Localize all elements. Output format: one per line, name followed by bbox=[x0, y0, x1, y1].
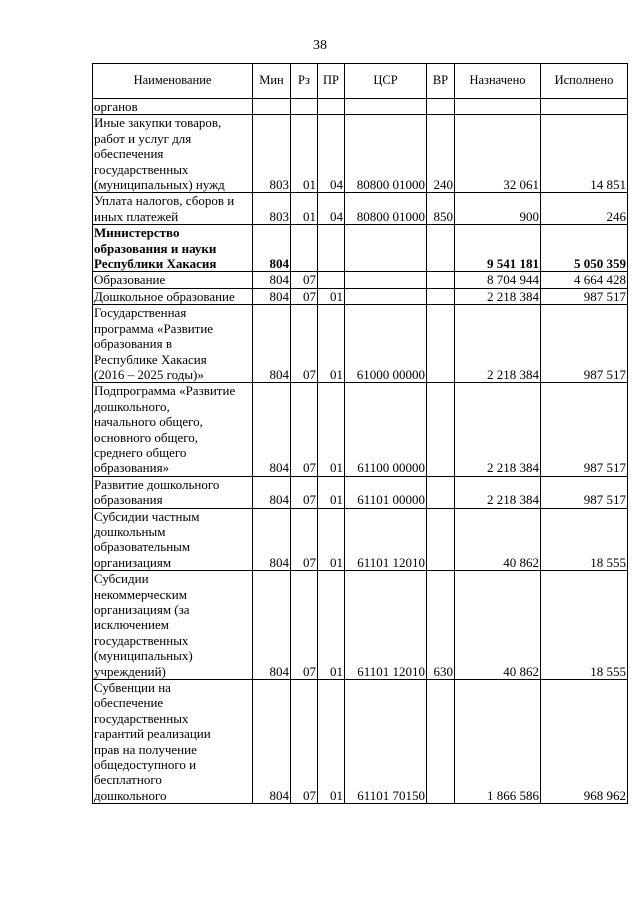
cell-name: Субвенции на обеспечение государственных гарантий реализации прав на получение общедоступного и бесплатного дошкольного bbox=[93, 680, 253, 804]
cell-name: Субсидии частным дошкольным образовательным организациям bbox=[93, 508, 253, 571]
cell-assigned: 9 541 181 bbox=[455, 225, 541, 272]
cell-min: 804 bbox=[253, 225, 291, 272]
cell-rz bbox=[291, 225, 318, 272]
cell-vr: 850 bbox=[427, 193, 455, 225]
cell-assigned: 32 061 bbox=[455, 115, 541, 193]
page-number: 38 bbox=[313, 38, 327, 53]
cell-assigned: 2 218 384 bbox=[455, 305, 541, 383]
cell-executed: 987 517 bbox=[541, 476, 628, 508]
header-name: Наименование bbox=[93, 64, 253, 99]
header-executed: Исполнено bbox=[541, 64, 628, 99]
table-row bbox=[93, 272, 628, 288]
cell-vr bbox=[427, 225, 455, 272]
budget-table bbox=[92, 63, 628, 804]
header-vr: ВР bbox=[427, 64, 455, 99]
cell-executed: 987 517 bbox=[541, 288, 628, 304]
table-row bbox=[93, 193, 628, 225]
table-row bbox=[93, 99, 628, 115]
cell-executed: 4 664 428 bbox=[541, 272, 628, 288]
cell-pr bbox=[318, 225, 345, 272]
table-body bbox=[93, 99, 628, 804]
table-row bbox=[93, 288, 628, 304]
cell-pr: 01 bbox=[318, 571, 345, 680]
cell-min: 804 bbox=[253, 305, 291, 383]
cell-vr bbox=[427, 305, 455, 383]
cell-vr bbox=[427, 272, 455, 288]
cell-pr: 01 bbox=[318, 508, 345, 571]
cell-pr: 04 bbox=[318, 193, 345, 225]
cell-rz: 07 bbox=[291, 272, 318, 288]
cell-executed: 246 bbox=[541, 193, 628, 225]
cell-name: Развитие дошкольного образования bbox=[93, 476, 253, 508]
cell-min: 804 bbox=[253, 508, 291, 571]
cell-name: Дошкольное образование bbox=[93, 288, 253, 304]
cell-executed: 987 517 bbox=[541, 305, 628, 383]
cell-executed bbox=[541, 99, 628, 115]
cell-assigned: 2 218 384 bbox=[455, 476, 541, 508]
cell-name: Министерство образования и науки Республики Хакасия bbox=[93, 225, 253, 272]
cell-vr: 240 bbox=[427, 115, 455, 193]
cell-csr: 61101 12010 bbox=[345, 508, 427, 571]
cell-csr: 80800 01000 bbox=[345, 193, 427, 225]
cell-vr: 630 bbox=[427, 571, 455, 680]
cell-rz: 07 bbox=[291, 571, 318, 680]
table-row bbox=[93, 680, 628, 804]
cell-min: 804 bbox=[253, 383, 291, 476]
header-csr: ЦСР bbox=[345, 64, 427, 99]
cell-rz: 01 bbox=[291, 115, 318, 193]
cell-vr bbox=[427, 680, 455, 804]
cell-csr: 80800 01000 bbox=[345, 115, 427, 193]
cell-assigned bbox=[455, 99, 541, 115]
cell-pr: 01 bbox=[318, 305, 345, 383]
cell-min: 804 bbox=[253, 571, 291, 680]
table-row bbox=[93, 305, 628, 383]
cell-csr bbox=[345, 272, 427, 288]
cell-assigned: 40 862 bbox=[455, 571, 541, 680]
cell-csr: 61101 70150 bbox=[345, 680, 427, 804]
table-row bbox=[93, 508, 628, 571]
cell-pr bbox=[318, 99, 345, 115]
table-row bbox=[93, 115, 628, 193]
cell-executed: 18 555 bbox=[541, 508, 628, 571]
cell-assigned: 2 218 384 bbox=[455, 288, 541, 304]
cell-vr bbox=[427, 288, 455, 304]
cell-name: органов bbox=[93, 99, 253, 115]
cell-pr: 01 bbox=[318, 476, 345, 508]
table-row bbox=[93, 383, 628, 476]
cell-min: 804 bbox=[253, 288, 291, 304]
cell-assigned: 1 866 586 bbox=[455, 680, 541, 804]
cell-pr: 01 bbox=[318, 383, 345, 476]
cell-assigned: 900 bbox=[455, 193, 541, 225]
cell-pr: 04 bbox=[318, 115, 345, 193]
cell-pr: 01 bbox=[318, 680, 345, 804]
cell-rz: 07 bbox=[291, 508, 318, 571]
cell-min: 804 bbox=[253, 272, 291, 288]
cell-assigned: 2 218 384 bbox=[455, 383, 541, 476]
cell-vr bbox=[427, 476, 455, 508]
cell-rz: 07 bbox=[291, 383, 318, 476]
cell-name: Уплата налогов, сборов и иных платежей bbox=[93, 193, 253, 225]
cell-vr bbox=[427, 383, 455, 476]
table-row bbox=[93, 571, 628, 680]
cell-rz: 07 bbox=[291, 680, 318, 804]
cell-csr bbox=[345, 99, 427, 115]
cell-name: Образование bbox=[93, 272, 253, 288]
cell-executed: 987 517 bbox=[541, 383, 628, 476]
cell-executed: 5 050 359 bbox=[541, 225, 628, 272]
cell-rz: 01 bbox=[291, 193, 318, 225]
cell-assigned: 40 862 bbox=[455, 508, 541, 571]
cell-assigned: 8 704 944 bbox=[455, 272, 541, 288]
cell-executed: 968 962 bbox=[541, 680, 628, 804]
cell-min bbox=[253, 99, 291, 115]
header-assigned: Назначено bbox=[455, 64, 541, 99]
header-rz: Рз bbox=[291, 64, 318, 99]
table-row bbox=[93, 225, 628, 272]
cell-csr: 61100 00000 bbox=[345, 383, 427, 476]
cell-executed: 18 555 bbox=[541, 571, 628, 680]
cell-name: Иные закупки товаров, работ и услуг для обеспечения государственных (муниципальных) нужд bbox=[93, 115, 253, 193]
table-row bbox=[93, 476, 628, 508]
cell-csr: 61101 12010 bbox=[345, 571, 427, 680]
cell-pr: 01 bbox=[318, 288, 345, 304]
cell-csr: 61101 00000 bbox=[345, 476, 427, 508]
cell-csr: 61000 00000 bbox=[345, 305, 427, 383]
cell-min: 803 bbox=[253, 115, 291, 193]
cell-rz: 07 bbox=[291, 288, 318, 304]
cell-executed: 14 851 bbox=[541, 115, 628, 193]
cell-vr bbox=[427, 99, 455, 115]
cell-name: Подпрограмма «Развитие дошкольного, начального общего, основного общего, среднего общего образования» bbox=[93, 383, 253, 476]
cell-csr bbox=[345, 288, 427, 304]
cell-name: Субсидии некоммерческим организациям (за исключением государственных (муниципальных) учреждений) bbox=[93, 571, 253, 680]
cell-rz: 07 bbox=[291, 476, 318, 508]
cell-pr bbox=[318, 272, 345, 288]
cell-rz: 07 bbox=[291, 305, 318, 383]
cell-min: 804 bbox=[253, 680, 291, 804]
cell-csr bbox=[345, 225, 427, 272]
cell-min: 803 bbox=[253, 193, 291, 225]
cell-min: 804 bbox=[253, 476, 291, 508]
table-header-row bbox=[93, 64, 628, 99]
cell-vr bbox=[427, 508, 455, 571]
header-pr: ПР bbox=[318, 64, 345, 99]
cell-rz bbox=[291, 99, 318, 115]
header-min: Мин bbox=[253, 64, 291, 99]
cell-name: Государственная программа «Развитие образования в Республике Хакасия (2016 – 2025 годы)» bbox=[93, 305, 253, 383]
